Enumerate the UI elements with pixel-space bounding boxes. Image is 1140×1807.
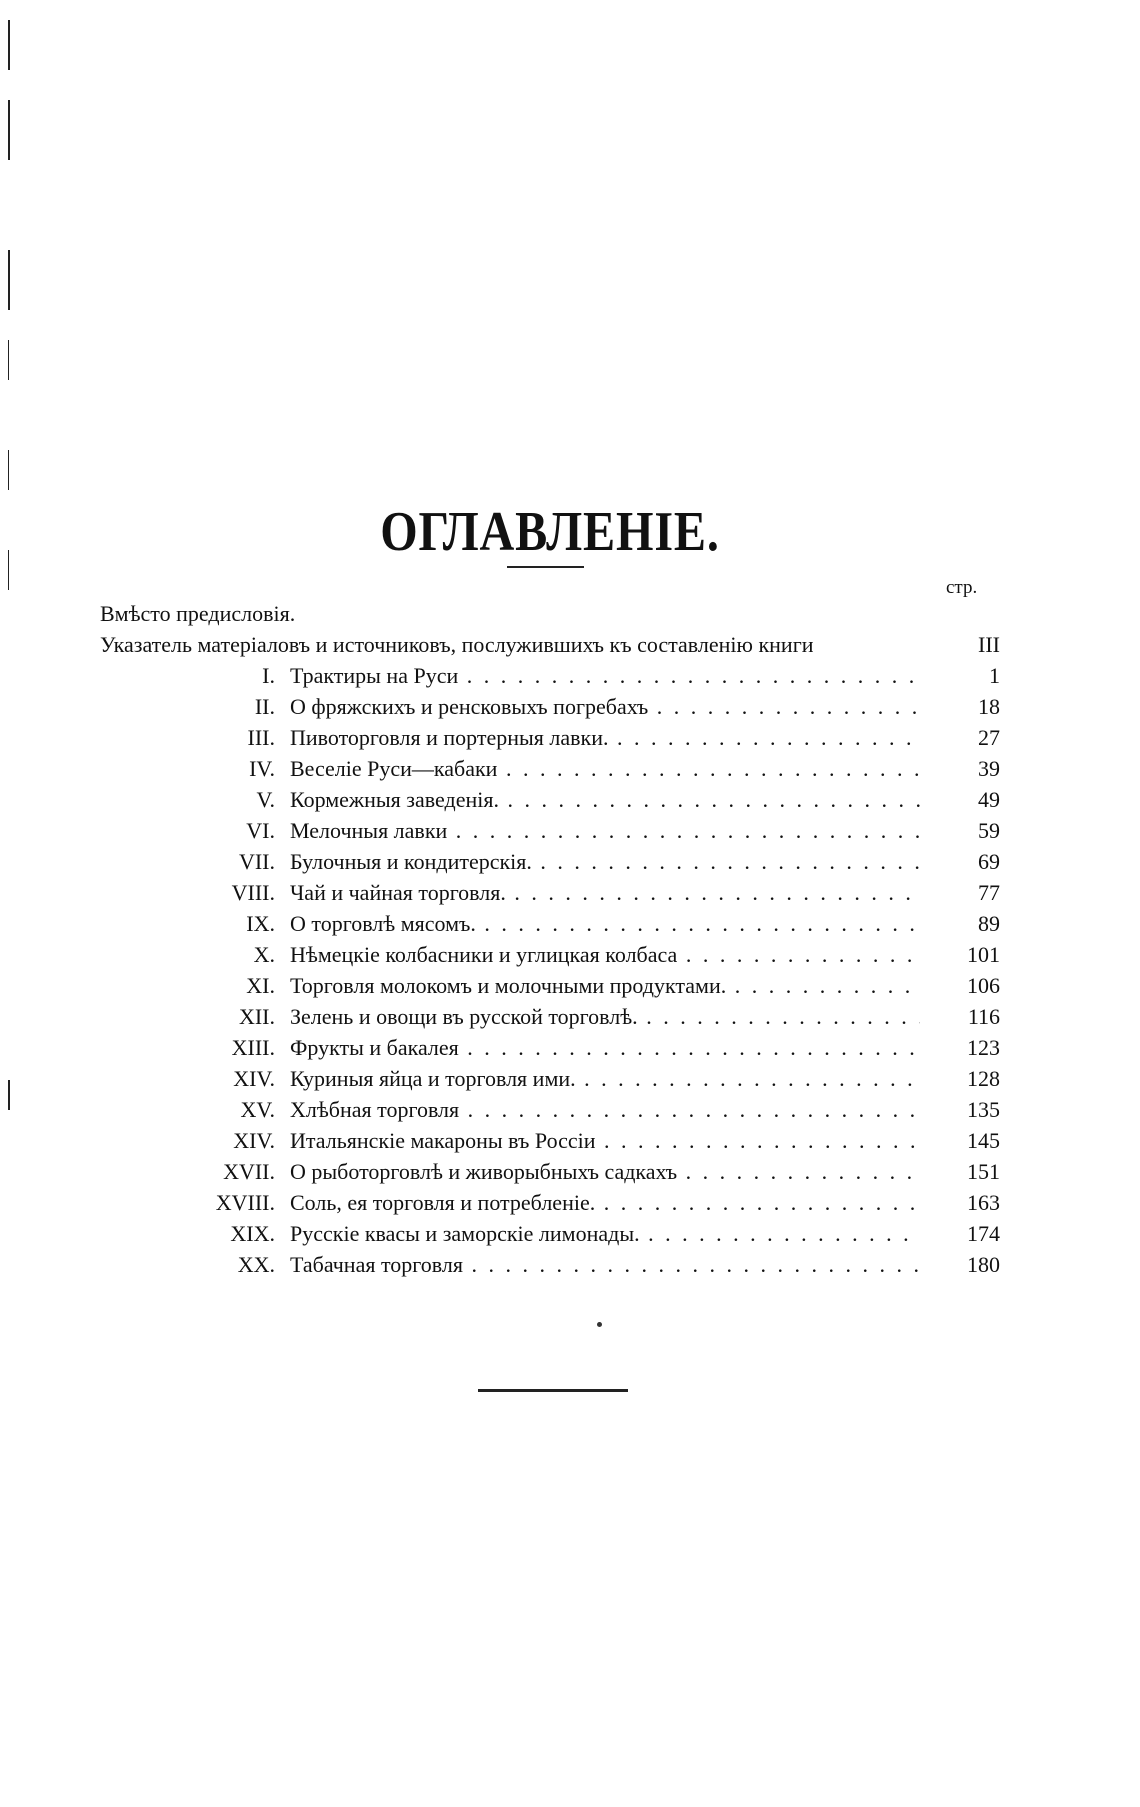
page-title: ОГЛАВЛЕНІЕ. (380, 500, 720, 563)
chapter-list (100, 660, 1000, 1280)
chapter-number: IV. (249, 756, 275, 781)
chapter-page: 77 (930, 877, 1000, 908)
index-entry-page: III (930, 629, 1000, 660)
dot-leader-clip (100, 784, 920, 815)
toc-entry (100, 660, 1000, 691)
chapter-title: Итальянскіе макароны въ Россіи . . . (290, 1125, 920, 1156)
toc-entry (100, 970, 1000, 1001)
bottom-rule (478, 1389, 628, 1392)
dot-leader-clip (100, 939, 920, 970)
chapter-number: XX. (237, 1252, 275, 1277)
chapter-page: 180 (930, 1249, 1000, 1280)
dot-leader-clip (100, 1187, 920, 1218)
chapter-page: 1 (930, 660, 1000, 691)
pages-column-header: стр. (946, 577, 978, 598)
chapter-title: Кормежныя заведенія. . . . (290, 784, 920, 815)
chapter-number: V. (256, 787, 275, 812)
toc-entry (100, 1218, 1000, 1249)
toc-entry (100, 1094, 1000, 1125)
dot-leader-clip (100, 1125, 920, 1156)
chapter-number: XVIII. (215, 1190, 275, 1215)
chapter-title: О рыботорговлѣ и живорыбныхъ садкахъ . . . (290, 1156, 920, 1187)
chapter-page: 145 (930, 1125, 1000, 1156)
scan-mark (8, 450, 9, 490)
toc-entry (100, 815, 1000, 846)
toc-entry (100, 1249, 1000, 1280)
chapter-page: 151 (930, 1156, 1000, 1187)
table-of-contents (100, 598, 1000, 1280)
dot-leader-clip (100, 1249, 920, 1280)
chapter-title: Чай и чайная торговля. . . . (290, 877, 920, 908)
toc-index-entry (100, 629, 1000, 660)
chapter-title: Хлѣбная торговля . . . (290, 1094, 920, 1125)
toc-entry (100, 1125, 1000, 1156)
dot-leader-clip (100, 970, 920, 1001)
dot-leader-clip (100, 1032, 920, 1063)
toc-entry (100, 784, 1000, 815)
chapter-number: XIII. (231, 1035, 275, 1060)
chapter-number: II. (254, 694, 275, 719)
toc-entry (100, 1063, 1000, 1094)
chapter-page: 18 (930, 691, 1000, 722)
chapter-number: XII. (238, 1004, 275, 1029)
chapter-page: 135 (930, 1094, 1000, 1125)
chapter-number: IX. (246, 911, 275, 936)
scan-mark (8, 20, 10, 70)
index-entry-title: Указатель матеріаловъ и источниковъ, послужившихъ къ составленію книги (100, 632, 814, 657)
chapter-page: 101 (930, 939, 1000, 970)
dot-leader-clip (100, 815, 920, 846)
chapter-title: Торговля молокомъ и молочными продуктами. . . . (290, 970, 920, 1001)
toc-entry (100, 722, 1000, 753)
dot-leader-clip (100, 908, 920, 939)
chapter-title: Булочныя и кондитерскія. . . . (290, 846, 920, 877)
chapter-title: О торговлѣ мясомъ. . . . (290, 908, 920, 939)
chapter-page: 116 (930, 1001, 1000, 1032)
dot-leader-clip (100, 1218, 920, 1249)
toc-preface (100, 598, 1000, 629)
dot-leader-clip (100, 846, 920, 877)
chapter-title: Пивоторговля и портерныя лавки. . . . (290, 722, 920, 753)
dot-leader-clip (100, 722, 920, 753)
chapter-number: XIX. (230, 1221, 275, 1246)
scan-mark (8, 1080, 10, 1110)
scan-mark (8, 550, 9, 590)
chapter-page: 128 (930, 1063, 1000, 1094)
chapter-page: 163 (930, 1187, 1000, 1218)
chapter-number: VI. (246, 818, 275, 843)
chapter-number: VIII. (231, 880, 275, 905)
chapter-title: Табачная торговля . . . (290, 1249, 920, 1280)
chapter-page: 89 (930, 908, 1000, 939)
chapter-page: 123 (930, 1032, 1000, 1063)
toc-entry (100, 1187, 1000, 1218)
dot-leader-clip (100, 1063, 920, 1094)
preface-title: Вмѣсто предисловія. (100, 601, 296, 626)
chapter-number: III. (247, 725, 275, 750)
scan-mark (8, 340, 9, 380)
chapter-page: 59 (930, 815, 1000, 846)
dot-leader-clip (100, 1156, 920, 1187)
chapter-page: 27 (930, 722, 1000, 753)
scan-mark (8, 100, 10, 160)
chapter-title: Нѣмецкіе колбасники и углицкая колбаса . . . (290, 939, 920, 970)
chapter-title: Фрукты и бакалея . . . (290, 1032, 920, 1063)
chapter-number: XV. (240, 1097, 275, 1122)
scan-mark (8, 250, 10, 310)
toc-entry (100, 908, 1000, 939)
chapter-title: О фряжскихъ и ренсковыхъ погребахъ . . . (290, 691, 920, 722)
chapter-page: 69 (930, 846, 1000, 877)
toc-entry (100, 1156, 1000, 1187)
chapter-page: 106 (930, 970, 1000, 1001)
dot-leader-clip (100, 1094, 920, 1125)
chapter-title: Русскіе квасы и заморскіе лимонады. . . . (290, 1218, 920, 1249)
chapter-title: Соль, ея торговля и потребленіе. . . . (290, 1187, 920, 1218)
toc-entry (100, 691, 1000, 722)
chapter-number: XVII. (223, 1159, 275, 1184)
chapter-number: XIV. (233, 1128, 275, 1153)
toc-entry (100, 877, 1000, 908)
dot-leader-clip (100, 877, 920, 908)
dot-leader-clip (100, 753, 920, 784)
toc-entry (100, 1032, 1000, 1063)
chapter-title: Мелочныя лавки . . . (290, 815, 920, 846)
toc-entry (100, 939, 1000, 970)
ink-dot (597, 1322, 602, 1327)
title-rule (507, 566, 584, 568)
chapter-title: Веселіе Руси—кабаки . . . (290, 753, 920, 784)
chapter-page: 49 (930, 784, 1000, 815)
dot-leader-clip (100, 660, 920, 691)
chapter-number: XIV. (233, 1066, 275, 1091)
toc-entry (100, 753, 1000, 784)
toc-entry (100, 1001, 1000, 1032)
chapter-title: Трактиры на Руси . . . (290, 660, 920, 691)
chapter-page: 174 (930, 1218, 1000, 1249)
chapter-number: I. (262, 663, 275, 688)
toc-entry (100, 846, 1000, 877)
chapter-number: X. (253, 942, 275, 967)
chapter-number: XI. (246, 973, 275, 998)
dot-leader-clip (100, 691, 920, 722)
chapter-number: VII. (238, 849, 275, 874)
chapter-title: Зелень и овощи въ русской торговлѣ. . . . (290, 1001, 920, 1032)
chapter-page: 39 (930, 753, 1000, 784)
dot-leader-clip (100, 1001, 920, 1032)
chapter-title: Куриныя яйца и торговля ими. . . . (290, 1063, 920, 1094)
